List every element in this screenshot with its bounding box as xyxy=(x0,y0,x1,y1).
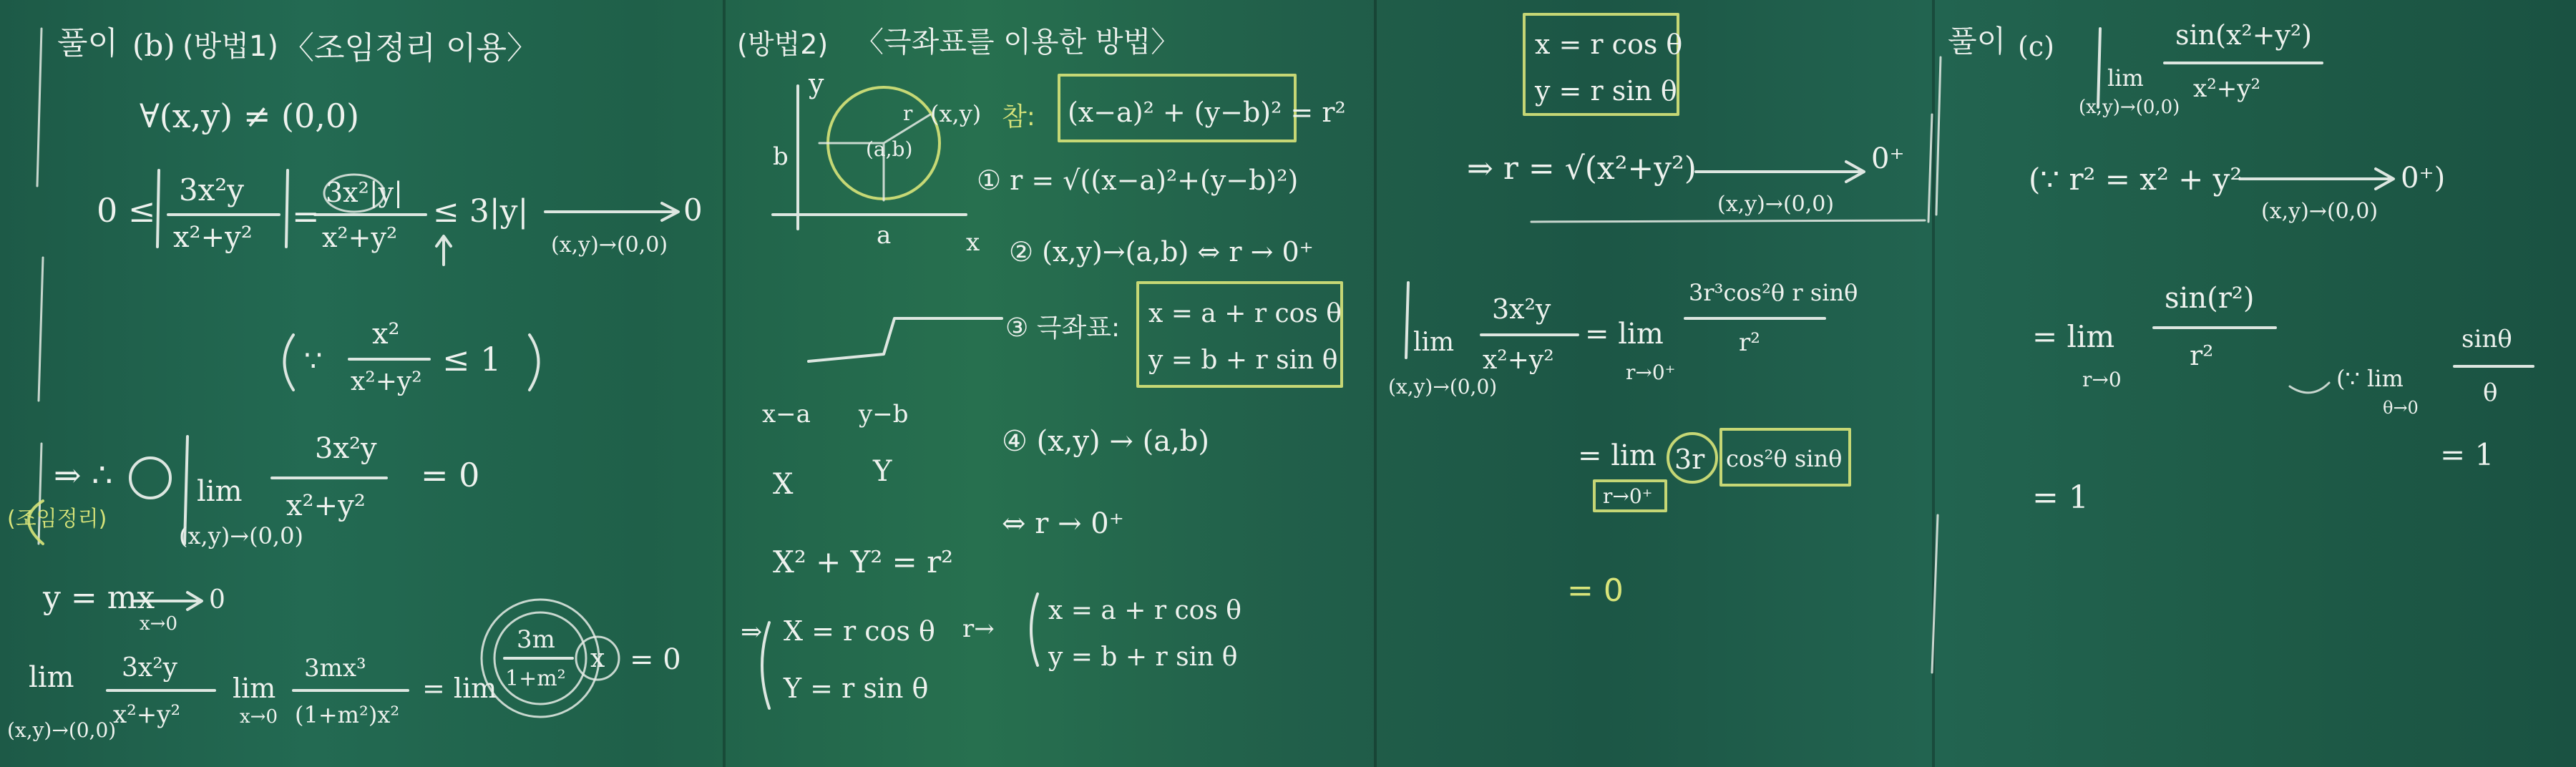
p1-yellow-note: (조임정리) xyxy=(7,507,107,532)
p3-r-eq: ⇒ r = √(x²+y²) xyxy=(1467,150,1697,187)
p1-bottom-frac2-den: (1+m²)x² xyxy=(295,701,400,728)
p3-lim-num: 3x²y xyxy=(1492,293,1551,325)
p4-result: = 1 xyxy=(2032,479,2089,516)
brace-right xyxy=(1031,594,1038,665)
p3-box-x: x = r cos θ xyxy=(1535,29,1683,60)
p2-xa: x−a xyxy=(762,400,811,429)
p2-axis-a: a xyxy=(877,221,892,250)
p2-item3-y: y = b + r sin θ xyxy=(1148,346,1338,375)
p1-bottom-frac-den: x²+y² xyxy=(113,700,181,729)
p1-limit-sub: (x,y)→(0,0) xyxy=(551,233,668,258)
margin-line xyxy=(37,29,43,544)
p1-y-mx: y = mx xyxy=(43,580,155,616)
p1-equals-zero: = 0 xyxy=(421,456,480,494)
brace-left xyxy=(762,622,769,708)
p2-axis-y: y xyxy=(809,68,824,99)
p1-method: (방법1) xyxy=(182,30,278,63)
p2-r-label: r xyxy=(903,102,913,125)
p3-frac1-num: 3r³cos²θ r sinθ xyxy=(1689,279,1858,306)
p1-lim-num: 3x²y xyxy=(315,432,377,465)
p2-item3-x: x = a + r cos θ xyxy=(1148,299,1342,328)
p3-r-to: 0⁺ xyxy=(1871,142,1905,175)
p4-side-den: θ xyxy=(2483,378,2498,407)
p1-frac-num: 3x²y xyxy=(179,172,244,207)
p3-sub1: r→0⁺ xyxy=(1626,361,1676,384)
p3-r-sub: (x,y)→(0,0) xyxy=(1717,192,1835,217)
p3-box-y: y = r sin θ xyxy=(1535,75,1677,107)
p3-sub2: r→0⁺ xyxy=(1603,484,1653,508)
p1-bottom-eq: = lim xyxy=(422,673,497,704)
p1-bottom-sub2: x→0 xyxy=(240,706,278,728)
up-arrow xyxy=(436,236,451,265)
p2-method: (방법2) xyxy=(737,29,829,60)
p1-heading: 〈조임정리 이용〉 xyxy=(283,30,539,67)
p1-lim-den: x²+y² xyxy=(286,489,366,522)
p1-because-den: x²+y² xyxy=(351,367,422,396)
p1-bottom-x: x xyxy=(590,644,605,673)
p1-frac-den: x²+y² xyxy=(173,221,253,254)
underline xyxy=(1531,220,1925,222)
p2-heading: 〈극좌표를 이용한 방법〉 xyxy=(855,26,1180,59)
p1-bottom-frac2-num: 3mx³ xyxy=(304,654,366,683)
p2-point-ab: (a,b) xyxy=(866,137,913,161)
tends-arrow xyxy=(545,203,678,220)
p3-boxed: cos²θ sinθ xyxy=(1726,445,1843,472)
p4-side-eq: = 1 xyxy=(2440,437,2494,472)
p1-implies: ⇒ ∴ xyxy=(54,456,113,494)
p2-Y: Y xyxy=(873,455,892,488)
p4-because-sub: (x,y)→(0,0) xyxy=(2261,199,2379,224)
paren-close xyxy=(530,335,539,390)
p1-ineq-left: 0 ≤ xyxy=(97,191,156,230)
p2-sun-label: 참: xyxy=(1002,102,1035,132)
p3-lim-den: x²+y² xyxy=(1483,346,1554,375)
panel-1-squeeze-theorem xyxy=(7,25,703,742)
p4-side-because: (∵ lim xyxy=(2336,365,2404,392)
p2-item4: ④ (x,y) → (a,b) xyxy=(1002,425,1209,458)
p4-because-to: 0⁺) xyxy=(2401,162,2446,195)
curl-arrow xyxy=(2290,383,2329,393)
p4-frac-num: sin(r²) xyxy=(2165,282,2255,315)
p4-eq1: = lim xyxy=(2032,319,2115,354)
p2-item3-label: ③ 극좌표: xyxy=(1005,313,1121,343)
p1-frac2-den: x²+y² xyxy=(322,222,398,253)
p4-head: 풀이 xyxy=(1948,24,2006,59)
p2-implies: ⇒ xyxy=(741,617,763,647)
p3-frac1-den: r² xyxy=(1739,328,1760,357)
panel-3-substitution xyxy=(1388,14,1932,609)
p1-bottom-sub: (x,y)→(0,0) xyxy=(7,718,117,742)
p2-point-xy: (x,y) xyxy=(930,100,982,127)
p4-title-num: (c) xyxy=(2018,31,2054,62)
p4-lim-den: x²+y² xyxy=(2193,74,2261,103)
paren xyxy=(285,335,294,390)
p3-lim-sub: (x,y)→(0,0) xyxy=(1388,375,1498,399)
because-dots: ∵ xyxy=(304,345,323,378)
p1-because-le: ≤ 1 xyxy=(442,340,502,378)
r-arrow xyxy=(1696,162,1864,182)
p2-axis-x: x xyxy=(966,228,980,257)
p1-lim-sub: (x,y)→(0,0) xyxy=(179,522,303,549)
p1-bottom-result: = 0 xyxy=(630,643,681,676)
p1-lim: lim xyxy=(197,475,243,508)
p2-X: X xyxy=(773,468,794,501)
p1-x-to-0: x→0 xyxy=(140,613,177,635)
p1-circled-num: 3m xyxy=(517,625,555,654)
panel-4-sine-limit xyxy=(1932,19,2533,673)
panel-2-polar xyxy=(737,26,1346,708)
p1-tends2: 0 xyxy=(209,585,225,615)
p2-yb: y−b xyxy=(859,400,909,429)
p1-title-num: (b) xyxy=(132,28,175,63)
p4-frac-den: r² xyxy=(2190,340,2214,371)
p4-lim-num: sin(x²+y²) xyxy=(2175,19,2312,51)
p3-eq1: = lim xyxy=(1585,318,1664,351)
p3-eq2: = lim xyxy=(1578,439,1657,472)
p2-item4b: ⇔ r → 0⁺ xyxy=(1002,507,1124,540)
p2-axis-b: b xyxy=(773,142,789,171)
p1-tends: 0 xyxy=(683,192,703,228)
p1-circled-den: 1+m² xyxy=(505,666,566,691)
p1-bottom-lim2: lim xyxy=(233,673,276,704)
p2-polar-X: X = r cos θ xyxy=(784,615,935,647)
p1-title-label: 풀이 xyxy=(57,25,119,62)
margin-line xyxy=(1932,57,1941,673)
lim-bar xyxy=(1406,283,1408,358)
p1-because-num: x² xyxy=(372,318,400,351)
p4-because: (∵ r² = x² + y² xyxy=(2029,162,2243,197)
curve-stroke xyxy=(809,318,1002,361)
p1-le: ≤ 3|y| xyxy=(433,193,529,230)
p3-factor: 3r xyxy=(1674,444,1705,475)
p4-side-sub: θ→0 xyxy=(2383,398,2419,418)
r-arrow xyxy=(2240,169,2394,189)
p2-final-y: y = b + r sin θ xyxy=(1048,643,1238,672)
side-line xyxy=(1928,114,1932,222)
p2-item1: ① r = √((x−a)²+(y−b)²) xyxy=(977,165,1299,196)
p4-sub1: r→0 xyxy=(2082,368,2122,391)
p2-arrow-r: r→ xyxy=(962,615,995,643)
p1-bottom-frac-num: 3x²y xyxy=(122,653,177,683)
p1-eq: = xyxy=(292,197,320,235)
p2-circle-eq: (x−a)² + (y−b)² = r² xyxy=(1068,97,1346,128)
p2-polar-Y: Y = r sin θ xyxy=(784,673,929,704)
therefore-circle xyxy=(130,458,170,498)
lim-bar xyxy=(2098,29,2100,107)
p1-for-all: ∀(x,y) ≠ (0,0) xyxy=(140,97,360,135)
p2-final-x: x = a + r cos θ xyxy=(1048,596,1241,625)
p1-frac2-num: 3x²|y| xyxy=(326,177,403,208)
p3-lim: lim xyxy=(1413,328,1455,357)
p3-result: = 0 xyxy=(1567,572,1624,609)
p2-item2: ② (x,y)→(a,b) ⇔ r → 0⁺ xyxy=(1009,236,1314,268)
p2-XY-eq: X² + Y² = r² xyxy=(773,544,953,580)
p4-side-num: sinθ xyxy=(2462,325,2512,353)
p4-lim-sub: (x,y)→(0,0) xyxy=(2079,97,2180,118)
p1-bottom-lim: lim xyxy=(29,661,74,694)
p4-lim: lim xyxy=(2107,64,2144,92)
